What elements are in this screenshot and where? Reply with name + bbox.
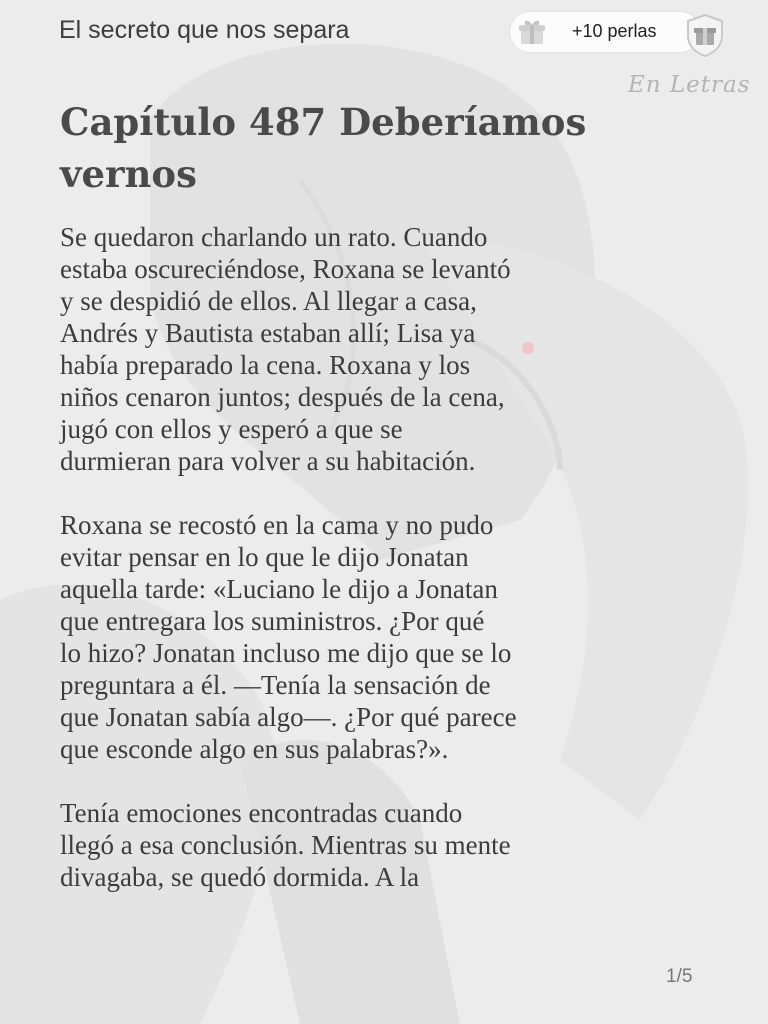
chapter-title: Capítulo 487 Deberíamos vernos: [60, 100, 587, 196]
pearls-reward-button[interactable]: [510, 12, 700, 52]
paragraph: Tenía emociones encontradas cuando llegó a esa conclusión. Mientras su mente divagaba, se quedó dormida. A la: [60, 798, 511, 892]
watermark-logo: En Letras: [628, 72, 751, 98]
page-counter: 1/5: [666, 966, 693, 987]
book-title[interactable]: El secreto que nos separa: [59, 16, 350, 44]
paragraph: Se quedaron charlando un rato. Cuando estaba oscureciéndose, Roxana se levantó y se despidió de ellos. Al llegar a casa, Andrés y Bautista estaban allí; Lisa ya había preparado la cena. Roxana y los niños cenaron juntos; después de la cena, jugó con ellos y esperó a que se durmieran para volver a su habitación.: [60, 222, 511, 476]
chapter-body: [60, 221, 720, 925]
shield-gift-icon[interactable]: [682, 12, 728, 58]
gift-icon: [518, 18, 546, 46]
paragraph: Roxana se recostó en la cama y no pudo evitar pensar en lo que le dijo Jonatan aquella tarde: «Luciano le dijo a Jonatan que entregara los suministros. ¿Por qué lo hizo? Jonatan incluso me dijo que se lo preguntara a él. —Tenía la sensación de que Jonatan sabía algo—. ¿Por qué parece que esconde algo en sus palabras?».: [60, 510, 517, 764]
top-bar: [0, 0, 768, 64]
pearls-label: +10 perlas: [572, 21, 657, 41]
